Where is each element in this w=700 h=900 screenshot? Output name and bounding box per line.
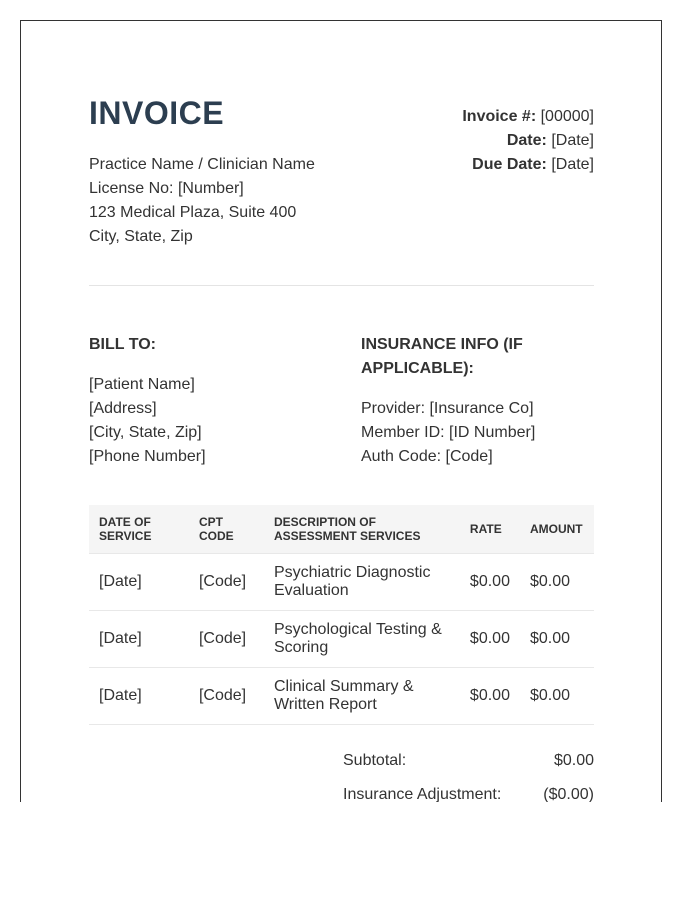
- table-row: [89, 554, 594, 611]
- bill-to-line: [Address]: [89, 400, 157, 417]
- invoice-title: INVOICE: [89, 95, 225, 131]
- cell-rate: $0.00: [460, 668, 520, 725]
- practice-license: License No: [Number]: [89, 180, 244, 197]
- col-header-rate: RATE: [460, 505, 520, 554]
- services-table: [89, 505, 594, 725]
- insurance-heading: INSURANCE INFO (IF APPLICABLE):: [361, 336, 523, 377]
- invoice-date-label: Date:: [506, 132, 547, 149]
- invoice-number-row: [462, 105, 594, 129]
- cell-date: [Date]: [89, 668, 189, 725]
- invoice-number-value: [00000]: [540, 108, 594, 125]
- table-row: [89, 668, 594, 725]
- insurance-section: [361, 333, 594, 469]
- invoice-due-label: Due Date:: [472, 156, 547, 173]
- practice-info: [89, 153, 315, 249]
- invoice-due-value: [Date]: [551, 156, 594, 173]
- totals-section: [343, 751, 594, 802]
- insurance-line: Member ID: [ID Number]: [361, 424, 536, 441]
- subtotal-label: Subtotal:: [343, 752, 407, 769]
- adjustment-label: Insurance Adjustment:: [343, 786, 502, 802]
- bill-to-line: [Patient Name]: [89, 376, 195, 393]
- subtotal-value: $0.00: [553, 752, 594, 769]
- cell-description: Psychological Testing & Scoring: [264, 611, 460, 668]
- col-header-cpt: CPT CODE: [189, 505, 264, 554]
- bill-to-heading: BILL TO:: [89, 336, 156, 353]
- bill-to-line: [Phone Number]: [89, 448, 206, 465]
- cell-rate: $0.00: [460, 554, 520, 611]
- col-header-description: DESCRIPTION OF ASSESSMENT SERVICES: [264, 505, 460, 554]
- adjustment-value: ($0.00): [543, 786, 594, 802]
- bill-to-section: [89, 333, 329, 469]
- cell-cpt: [Code]: [189, 611, 264, 668]
- invoice-number-label: Invoice #:: [462, 108, 537, 125]
- invoice-due-row: [462, 153, 594, 177]
- practice-name: Practice Name / Clinician Name: [89, 156, 315, 173]
- cell-amount: $0.00: [520, 554, 594, 611]
- cell-date: [Date]: [89, 554, 189, 611]
- adjustment-row: [343, 785, 594, 802]
- invoice-date-value: [Date]: [551, 132, 594, 149]
- cell-date: [Date]: [89, 611, 189, 668]
- invoice-meta: [462, 105, 594, 177]
- cell-cpt: [Code]: [189, 554, 264, 611]
- invoice-sheet: [20, 20, 662, 802]
- subtotal-row: [343, 751, 594, 785]
- cell-description: Psychiatric Diagnostic Evaluation: [264, 554, 460, 611]
- header-divider: [89, 285, 594, 286]
- col-header-amount: AMOUNT: [520, 505, 594, 554]
- cell-description: Clinical Summary & Written Report: [264, 668, 460, 725]
- cell-rate: $0.00: [460, 611, 520, 668]
- table-header-row: [89, 505, 594, 554]
- practice-city: City, State, Zip: [89, 228, 193, 245]
- practice-address: 123 Medical Plaza, Suite 400: [89, 204, 297, 221]
- bill-to-line: [City, State, Zip]: [89, 424, 202, 441]
- insurance-line: Auth Code: [Code]: [361, 448, 493, 465]
- insurance-line: Provider: [Insurance Co]: [361, 400, 534, 417]
- cell-amount: $0.00: [520, 611, 594, 668]
- col-header-date: DATE OF SERVICE: [89, 505, 189, 554]
- cell-cpt: [Code]: [189, 668, 264, 725]
- invoice-date-row: [462, 129, 594, 153]
- cell-amount: $0.00: [520, 668, 594, 725]
- table-row: [89, 611, 594, 668]
